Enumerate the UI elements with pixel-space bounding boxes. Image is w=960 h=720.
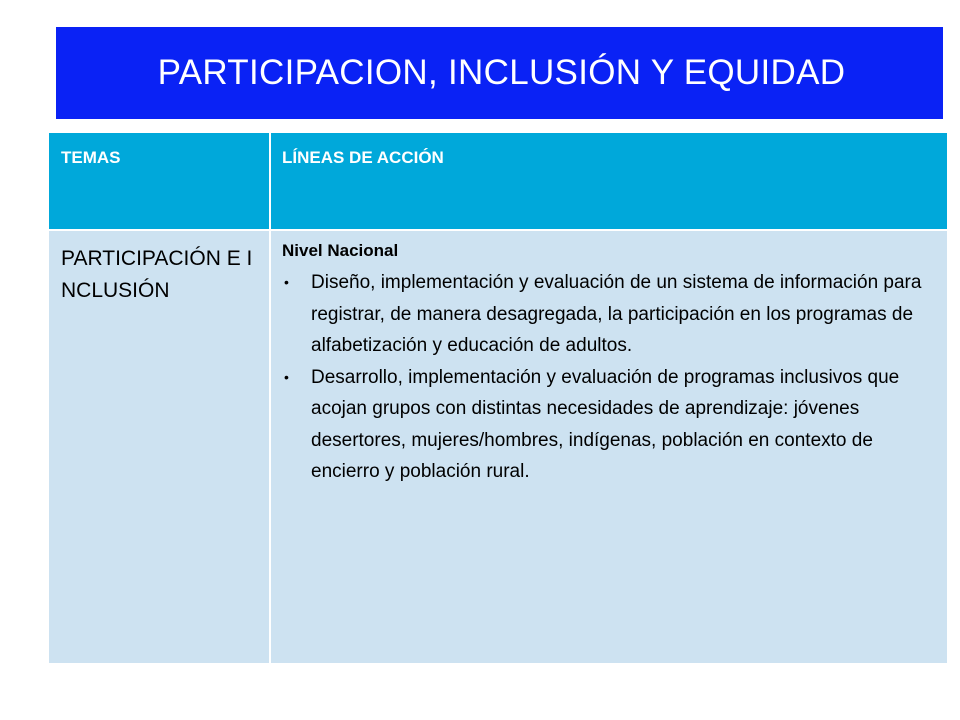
bullet-icon: • bbox=[284, 274, 289, 290]
title-banner bbox=[56, 27, 943, 119]
action-lines-cell bbox=[282, 239, 937, 488]
bullet-icon: • bbox=[284, 368, 289, 385]
header-lineas-de-accion: LÍNEAS DE ACCIÓN bbox=[282, 148, 444, 167]
header-temas: TEMAS bbox=[61, 148, 121, 167]
action-lines-table bbox=[49, 133, 947, 663]
bullet-list bbox=[282, 267, 937, 488]
topic-cell: PARTICIPACIÓN E INCLUSIÓN bbox=[61, 247, 253, 302]
slide-title: PARTICIPACION, INCLUSIÓN Y EQUIDAD bbox=[157, 53, 846, 92]
bullet-text: Diseño, implementación y evaluación de un sistema de información para registrar, de manera desagregada, la participación en los programas de alfabetización y educación de adultos. bbox=[311, 272, 922, 356]
row-divider bbox=[49, 229, 947, 231]
level-subheading: Nivel Nacional bbox=[282, 241, 399, 260]
list-item bbox=[282, 267, 937, 362]
column-divider bbox=[269, 133, 271, 663]
bullet-text: Desarrollo, implementación y evaluación de programas inclusivos que acojan grupos con distintas necesidades de aprendizaje: jóvenes desertores, mujeres/hombres, indígenas, población en contexto de encierro y población rural. bbox=[311, 366, 900, 482]
list-item bbox=[282, 362, 937, 488]
table-header-row bbox=[49, 133, 947, 229]
